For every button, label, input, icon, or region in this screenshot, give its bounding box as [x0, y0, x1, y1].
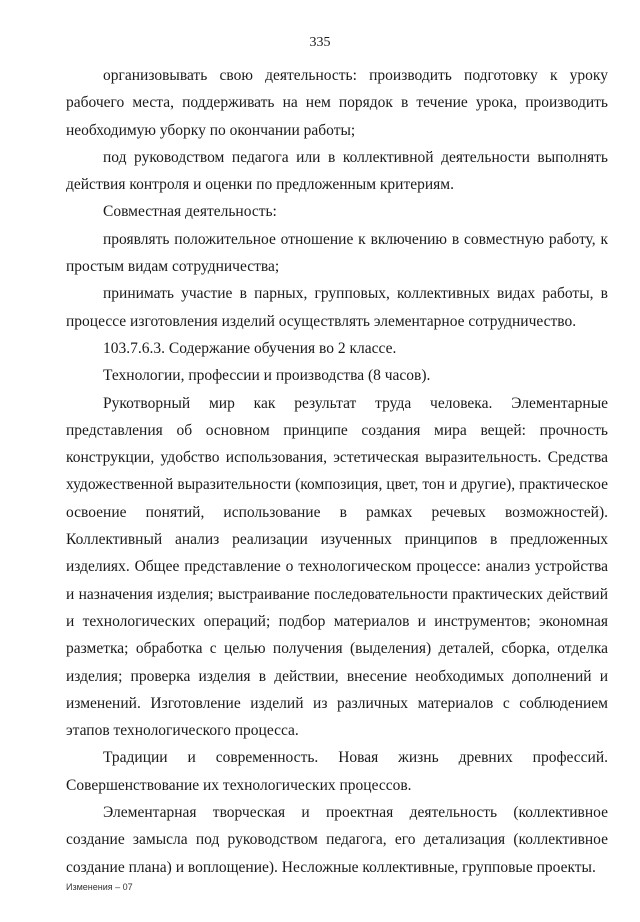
paragraph-man-made-world: Рукотворный мир как результат труда человека. Элементарные представления об основном принципе создания мира вещей: прочность конструкции, удобство использования, эстетическая выразительность. Средства художественной выразительности (композиция, цвет, тон и другие), практическое освоение понятий, использование в рамках речевых возможностей). Коллективный анализ реализации изученных принципов в предложенных изделиях. Общее представление о технологическом процессе: анализ устройства и назначения изделия; выстраивание последовательности практических действий и технологических операций; подбор материалов и инструментов; экономная разметка; обработка с целью получения (выделения) деталей, сборка, отделка изделия; проверка изделия в действии, внесение необходимых дополнений и изменений. Изготовление изделий из различных материалов с соблюдением этапов технологического процесса. — [66, 394, 608, 740]
document-body — [66, 62, 608, 881]
section-heading-grade-2: 103.7.6.3. Содержание обучения во 2 классе. — [103, 339, 397, 357]
paragraph-positive-attitude: проявлять положительное отношение к включению в совместную работу, к простым видам сотрудничества; — [66, 230, 608, 276]
paragraph-organize-activity: организовывать свою деятельность: производить подготовку к уроку рабочего места, поддерживать на нем порядок в течение урока, производить необходимую уборку по окончании работы; — [66, 67, 608, 139]
footer-revision-note: Изменения – 07 — [66, 882, 133, 892]
paragraph-traditions: Традиции и современность. Новая жизнь древних профессий. Совершенствование их технологических процессов. — [66, 749, 608, 794]
paragraph-control-evaluation: под руководством педагога или в коллективной деятельности выполнять действия контроля и оценки по предложенным критериям. — [66, 148, 608, 194]
paragraph-participation: принимать участие в парных, групповых, коллективных видах работы, в процессе изготовления изделий осуществлять элементарное сотрудничество. — [66, 285, 608, 330]
page-number: 335 — [309, 35, 331, 50]
paragraph-joint-activity-heading: Совместная деятельность: — [103, 203, 277, 221]
paragraph-creative-project: Элементарная творческая и проектная деятельность (коллективное создание замысла под руководством педагога, его детализация (коллективное создание плана) и воплощение). Несложные коллективные, групповые проекты. — [66, 804, 608, 876]
subsection-heading-technologies: Технологии, профессии и производства (8 часов). — [103, 367, 431, 385]
